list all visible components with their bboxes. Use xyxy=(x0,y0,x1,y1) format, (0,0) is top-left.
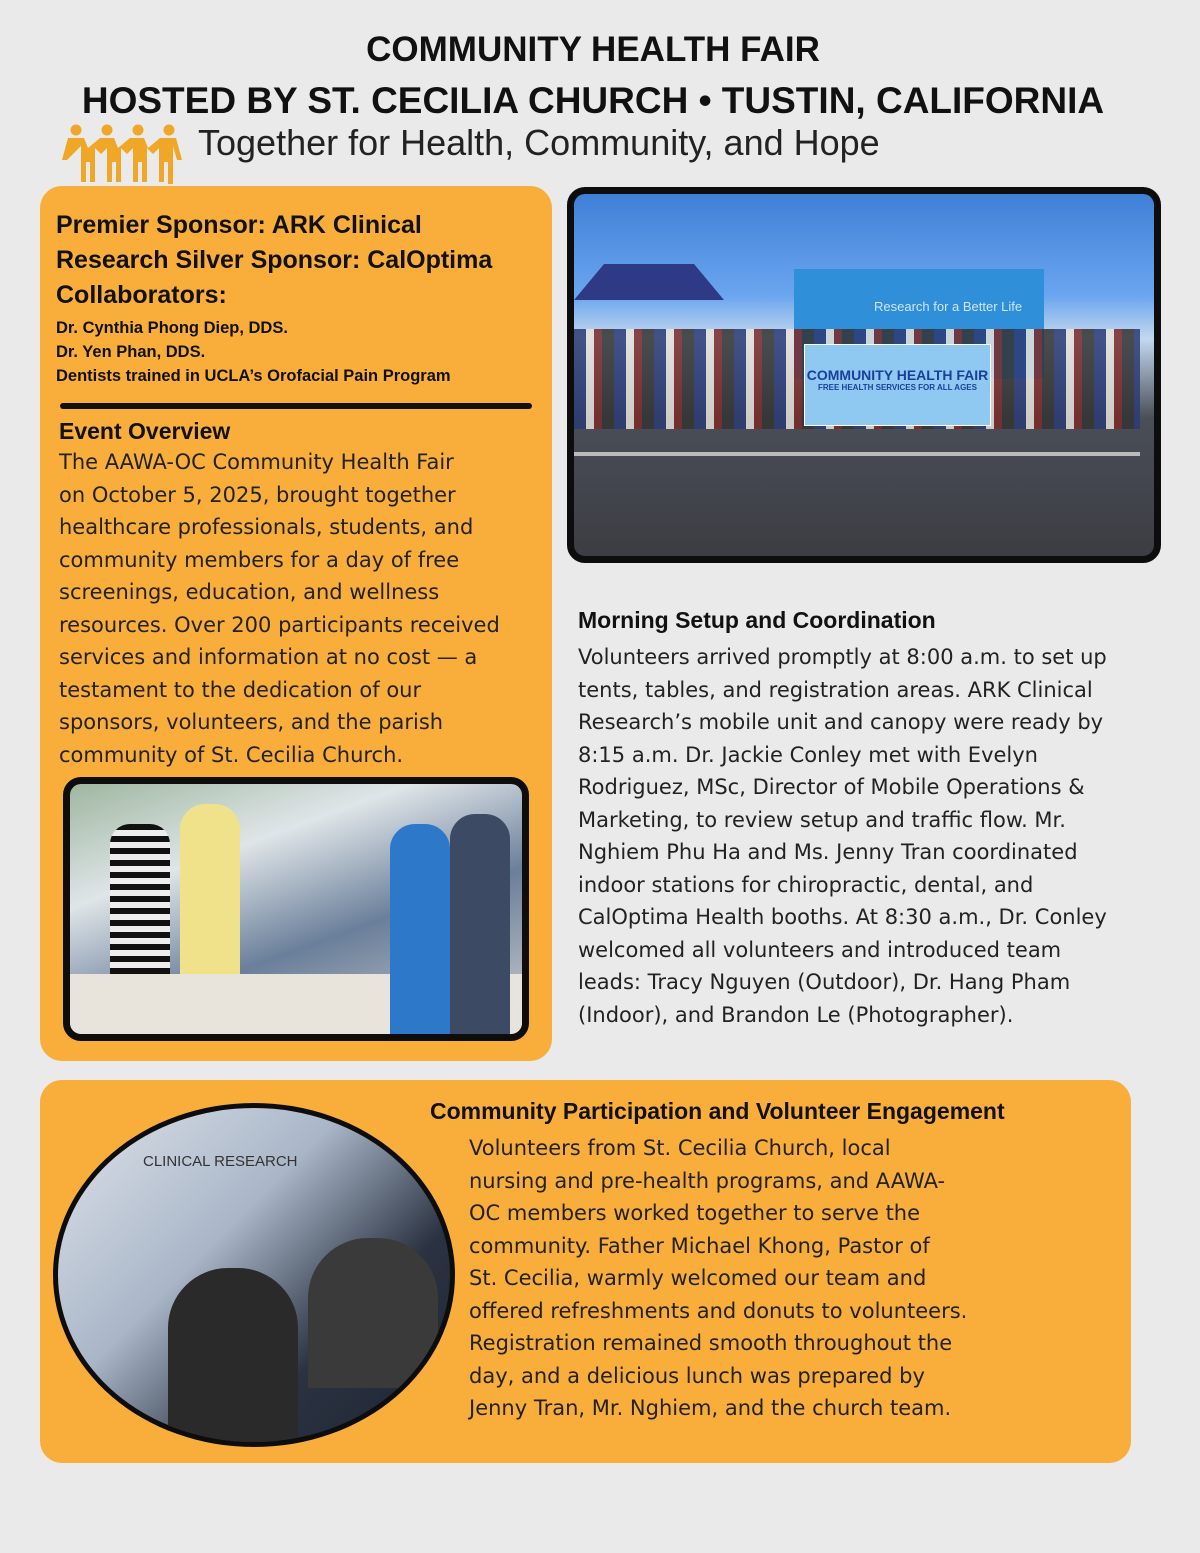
text-line: healthcare professionals, students, and xyxy=(59,515,474,539)
text-line: sponsors, volunteers, and the parish xyxy=(59,710,444,734)
text-line: resources. Over 200 participants received xyxy=(59,612,500,637)
text-line: nursing and pre-health programs, and AAWA- xyxy=(469,1168,946,1193)
tagline: Together for Health, Community, and Hope xyxy=(198,122,880,163)
sponsor-list xyxy=(56,208,492,313)
tent-canopy xyxy=(574,264,724,324)
person xyxy=(110,824,170,974)
collaborators-heading: Collaborators: xyxy=(56,281,227,309)
person xyxy=(390,824,450,1034)
text-line: CalOptima Health booths. At 8:30 a.m., Dr. Conley xyxy=(578,905,1107,929)
event-banner xyxy=(804,344,991,426)
text-line: community. Father Michael Khong, Pastor of xyxy=(469,1233,930,1258)
community-heading: Community Participation and Volunteer Engagement xyxy=(430,1098,1005,1124)
group-photo xyxy=(567,187,1161,563)
text-line: Volunteers arrived promptly at 8:00 a.m. to set up xyxy=(578,645,1107,669)
text-line: (Indoor), and Brandon Le (Photographer). xyxy=(578,1002,1014,1027)
text-line: on October 5, 2025, brought together xyxy=(59,482,456,507)
collaborator-list xyxy=(56,316,451,388)
collaborator: Dr. Cynthia Phong Diep, DDS. xyxy=(56,319,288,337)
text-line: community of St. Cecilia Church. xyxy=(59,742,404,767)
text-line: Marketing, to review setup and traffic flow. Mr. xyxy=(578,807,1066,832)
text-line: Research’s mobile unit and canopy were ready by xyxy=(578,710,1104,734)
title-line-2: HOSTED BY ST. CECILIA CHURCH • TUSTIN, CALIFORNIA xyxy=(81,80,1105,121)
person xyxy=(450,814,510,1034)
morning-heading: Morning Setup and Coordination xyxy=(578,607,936,633)
text-line: Registration remained smooth throughout the xyxy=(469,1331,953,1355)
registration-table-photo xyxy=(63,777,529,1041)
overview-text xyxy=(59,446,500,771)
booth-text: CLINICAL RESEARCH xyxy=(143,1153,298,1170)
collaborator: Dr. Yen Phan, DDS. xyxy=(56,343,206,361)
van-text: Research for a Better Life xyxy=(874,299,1023,314)
booth-photo xyxy=(53,1103,455,1447)
divider xyxy=(60,403,532,409)
text-line: testament to the dedication of our xyxy=(59,677,422,702)
morning-text xyxy=(578,641,1107,1031)
banner-subtitle: FREE HEALTH SERVICES FOR ALL AGES xyxy=(818,383,977,392)
title-line-1: COMMUNITY HEALTH FAIR xyxy=(366,30,820,69)
text-line: Nghiem Phu Ha and Ms. Jenny Tran coordinated xyxy=(578,840,1078,864)
person xyxy=(168,1268,298,1447)
text-line: Jenny Tran, Mr. Nghiem, and the church team. xyxy=(469,1396,952,1420)
text-line: Rodriguez, MSc, Director of Mobile Operations & xyxy=(578,775,1085,799)
text-line: Volunteers from St. Cecilia Church, local xyxy=(469,1136,891,1160)
overview-heading: Event Overview xyxy=(59,418,231,444)
text-line: indoor stations for chiropractic, dental, and xyxy=(578,872,1034,897)
text-line: community members for a day of free xyxy=(59,547,460,572)
text-line: The AAWA-OC Community Health Fair xyxy=(59,450,454,474)
text-line: welcomed all volunteers and introduced team xyxy=(578,937,1062,962)
person xyxy=(308,1238,438,1388)
person xyxy=(180,804,240,974)
text-line: offered refreshments and donuts to volunteers. xyxy=(469,1298,968,1323)
text-line: screenings, education, and wellness xyxy=(59,580,440,604)
collaborator: Dentists trained in UCLA’s Orofacial Pain Program xyxy=(56,367,451,385)
community-text xyxy=(469,1132,967,1425)
banner-title: COMMUNITY HEALTH FAIR xyxy=(806,367,989,383)
sponsor-line: Research Silver Sponsor: CalOptima xyxy=(56,246,493,274)
text-line: OC members worked together to serve the xyxy=(469,1201,921,1225)
text-line: 8:15 a.m. Dr. Jackie Conley met with Evelyn xyxy=(578,742,1038,767)
text-line: St. Cecilia, warmly welcomed our team and xyxy=(469,1266,927,1290)
text-line: tents, tables, and registration areas. ARK Clinical xyxy=(578,677,1093,702)
people-holding-hands-icon xyxy=(62,124,186,186)
text-line: services and information at no cost — a xyxy=(59,645,478,669)
sponsor-line: Premier Sponsor: ARK Clinical xyxy=(56,211,422,239)
curb xyxy=(574,452,1140,456)
text-line: leads: Tracy Nguyen (Outdoor), Dr. Hang Pham xyxy=(578,970,1071,994)
text-line: day, and a delicious lunch was prepared by xyxy=(469,1363,925,1388)
